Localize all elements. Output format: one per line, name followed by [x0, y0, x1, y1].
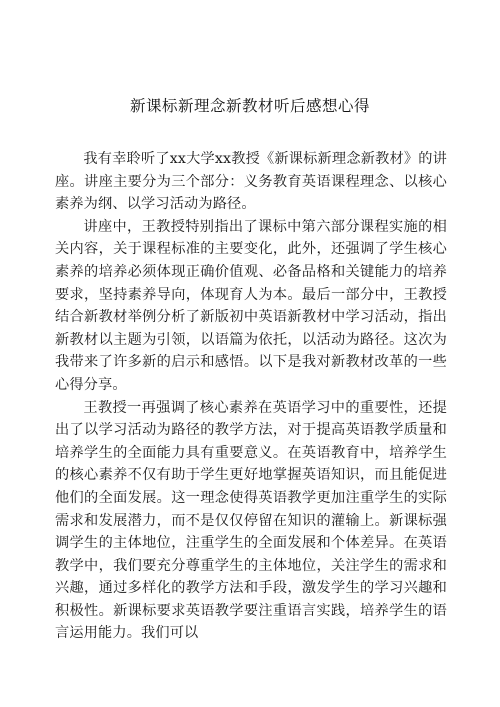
- document-title: 新课标新理念新教材听后感想心得: [129, 97, 370, 115]
- document-body: [55, 148, 447, 645]
- paragraph-lecture-content: 讲座中，王教授特别指出了课标中第六部分课程实施的相关内容，关于课程标准的主要变化，此外，还强调了学生核心素养的培养必须体现正确价值观、必备品格和关键能力的培养要求，坚持素养导向，体现育人为本。最后一部分中，王教授结合新教材举例分析了新版初中英语新教材中学习活动，指出新教材以主题为引领，以语篇为依托，以活动为路径。这次为我带来了许多新的启示和感悟。以下是我对新教材改革的一些心得分享。: [55, 218, 447, 393]
- paragraph-core-literacy: 王教授一再强调了核心素养在英语学习中的重要性，还提出了以学习活动为路径的教学方法，对于提高英语教学质量和培养学生的全面能力具有重要意义。在英语教育中，培养学生的核心素养不仅有助于学生更好地掌握英语知识，而且能促进他们的全面发展。这一理念使得英语教学更加注重学生的实际需求和发展潜力，而不是仅仅停留在知识的灌输上。新课标强调学生的主体地位，注重学生的全面发展和个体差异。在英语教学中，我们要充分尊重学生的主体地位，关注学生的需求和兴趣，通过多样化的教学方法和手段，激发学生的学习兴趣和积极性。新课标要求英语教学要注重语言实践，培养学生的语言运用能力。我们可以: [55, 399, 447, 642]
- paragraph-intro: 我有幸聆听了xx大学xx教授《新课标新理念新教材》的讲座。讲座主要分为三个部分：义务教育英语课程理念、以核心素养为纲、以学习活动为路径。: [55, 151, 447, 213]
